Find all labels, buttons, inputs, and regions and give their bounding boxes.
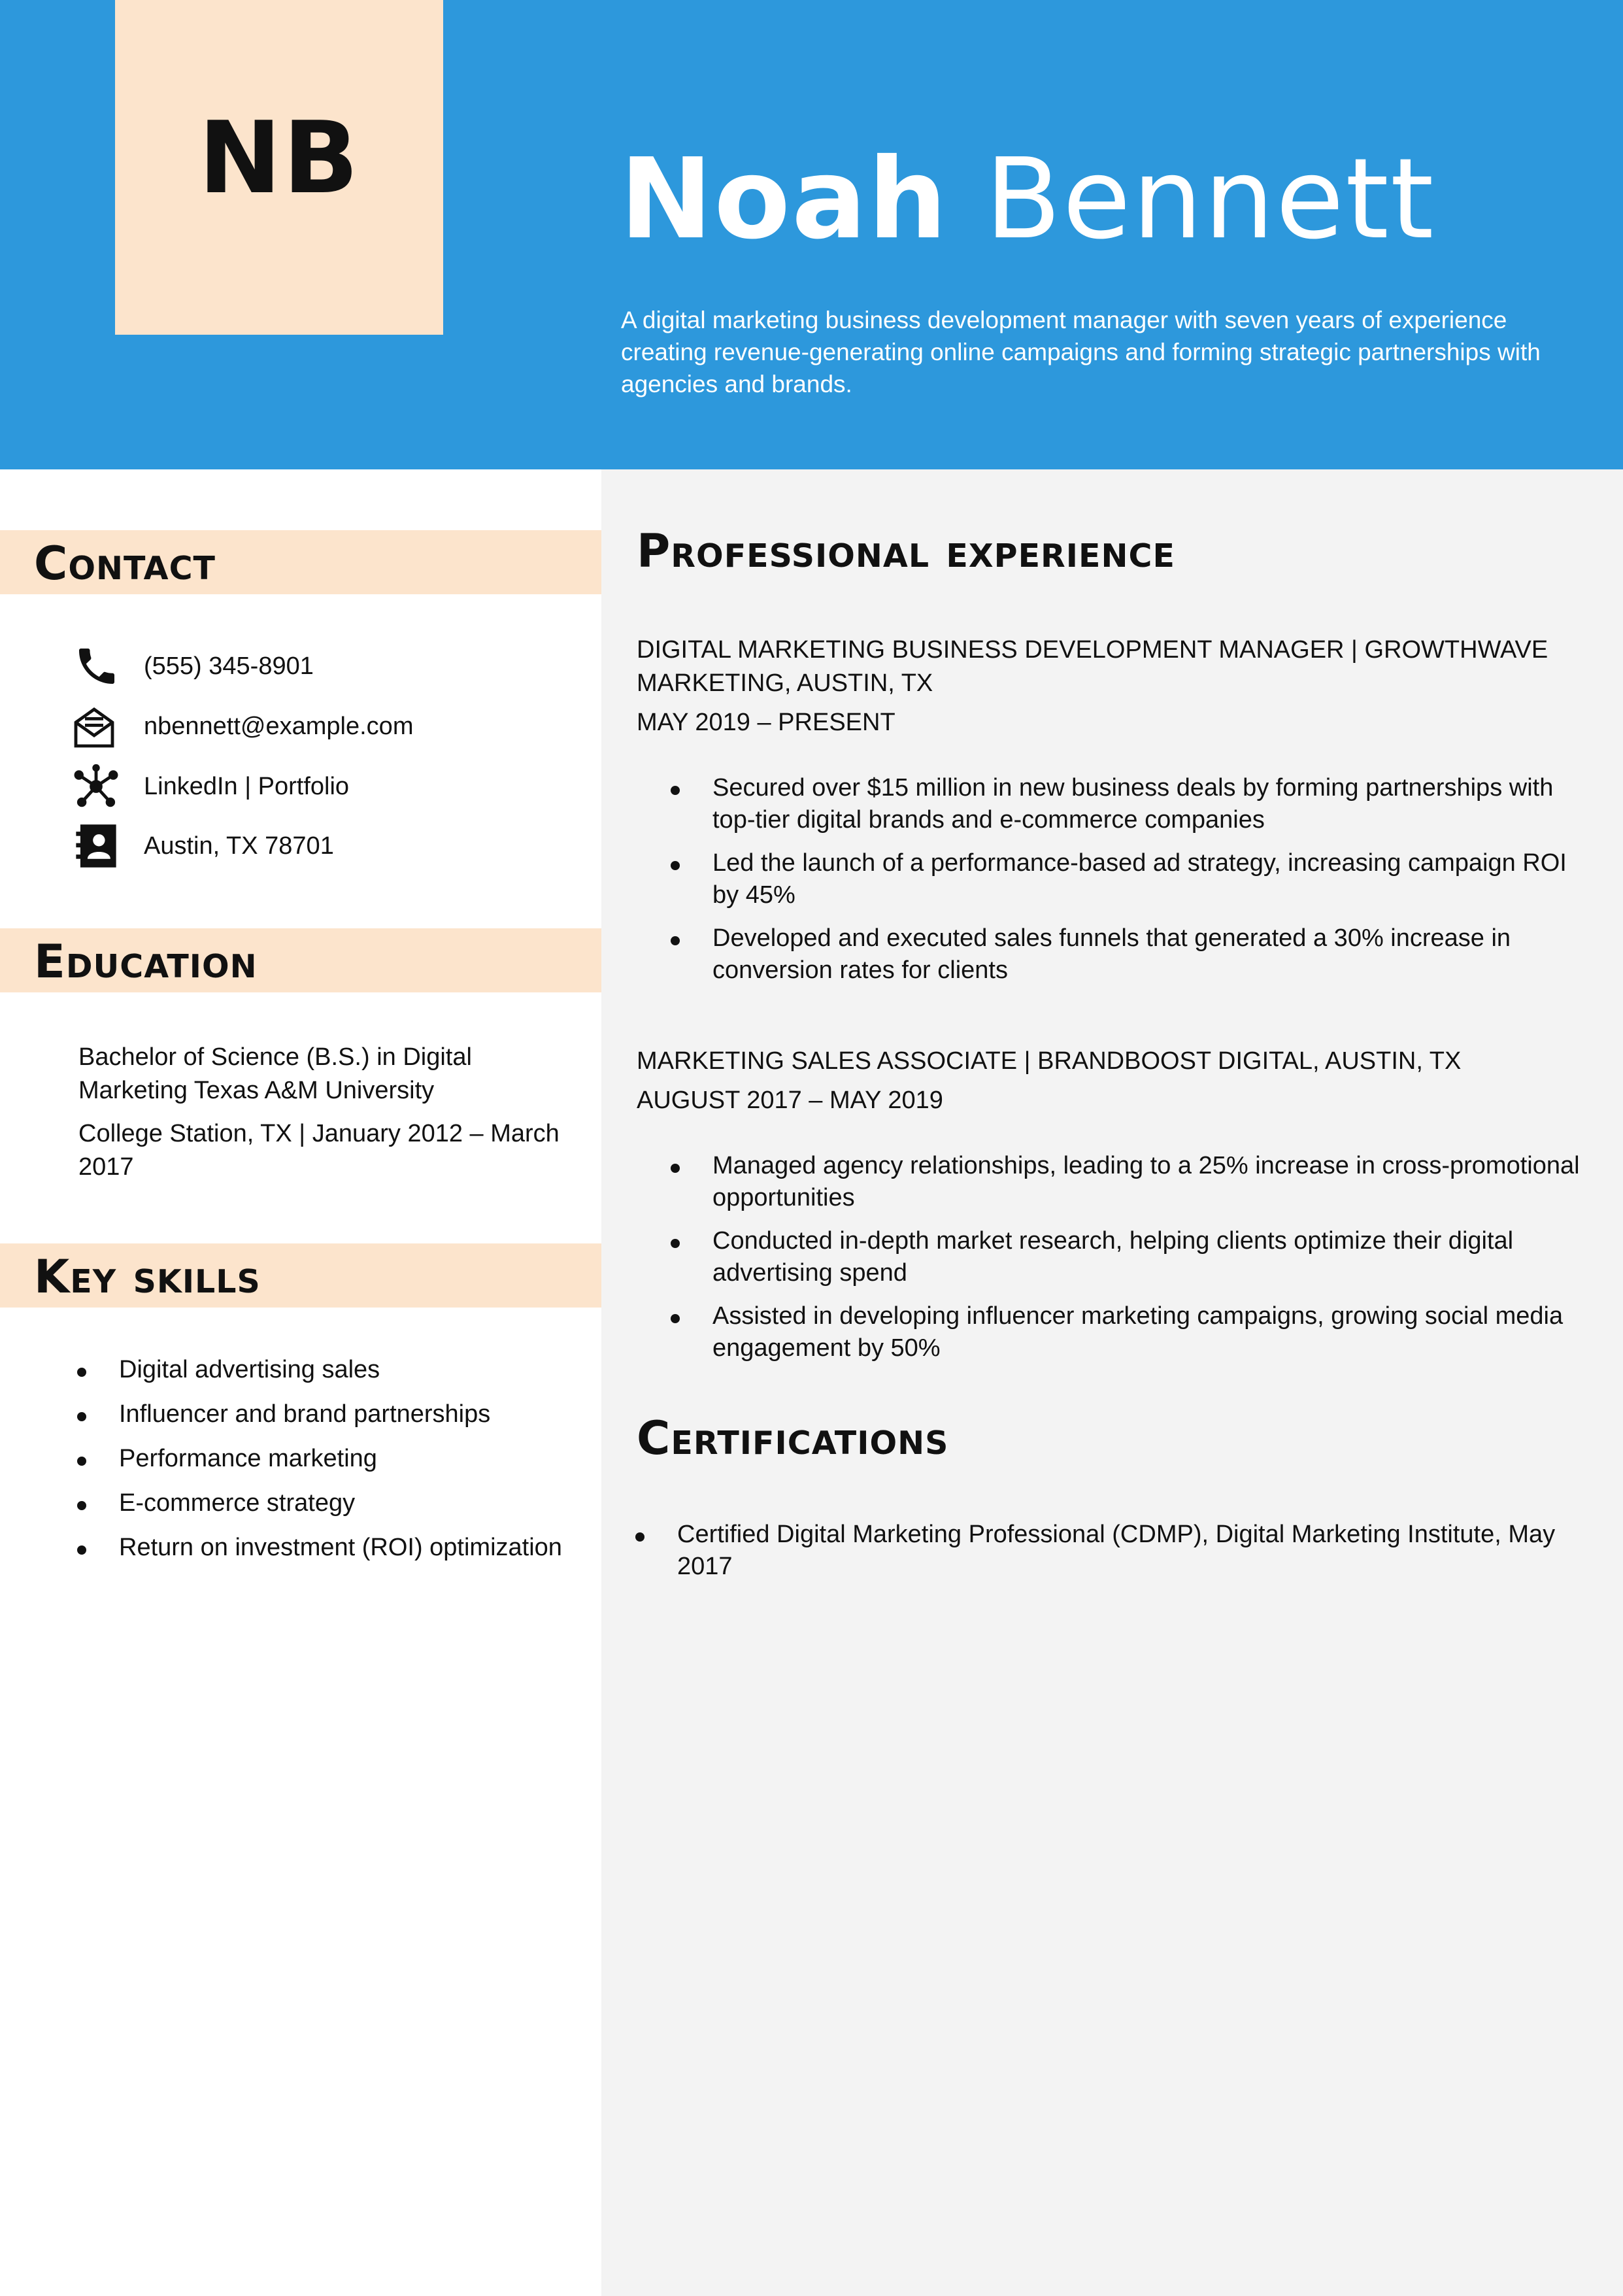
contact-location-row [73, 822, 334, 869]
list-item: Influencer and brand partnerships [72, 1398, 588, 1431]
contact-card-icon [73, 822, 123, 869]
profile-summary: A digital marketing business development manager with seven years of experience creating revenue-generating online campaigns and forming strategic partnerships with agencies and brands. [621, 307, 1541, 397]
job-bullets [668, 772, 1583, 998]
list-item: Assisted in developing influencer marketing campaigns, growing social media engagement by 50% [668, 1300, 1583, 1364]
phone-icon [73, 643, 123, 690]
education-degree: Bachelor of Science (B.S.) in Digital Marketing Texas A&M University [78, 1043, 472, 1104]
monogram-initials: NB [198, 99, 360, 216]
education-heading: Education [34, 935, 258, 988]
certifications-heading: Certifications [637, 1411, 949, 1465]
contact-heading: Contact [34, 537, 216, 590]
network-icon [73, 763, 123, 810]
list-item: Conducted in-depth market research, helping clients optimize their digital advertising spend [668, 1225, 1583, 1289]
job-bullets [668, 1150, 1583, 1376]
education-details: College Station, TX | January 2012 – March 2017 [78, 1120, 560, 1181]
job-dates: MAY 2019 – PRESENT [637, 709, 895, 736]
phone-number[interactable]: (555) 345-8901 [144, 652, 314, 680]
list-item: Led the launch of a performance-based ad strategy, increasing campaign ROI by 45% [668, 847, 1583, 911]
email-icon [73, 703, 123, 750]
location: Austin, TX 78701 [144, 832, 334, 860]
list-item: Digital advertising sales [72, 1353, 588, 1387]
profile-links[interactable]: LinkedIn | Portfolio [144, 772, 350, 800]
list-item: Developed and executed sales funnels that generated a 30% increase in conversion rates for clients [668, 922, 1583, 987]
skills-heading: Key skills [34, 1250, 261, 1304]
list-item: E-commerce strategy [72, 1487, 588, 1520]
experience-heading: Professional experience [637, 524, 1175, 578]
monogram-box [115, 0, 443, 335]
list-item: Managed agency relationships, leading to a 25% increase in cross-promotional opportunities [668, 1150, 1583, 1214]
skills-heading-bar [0, 1243, 601, 1308]
contact-email-row [73, 703, 413, 750]
contact-links-row [73, 763, 349, 810]
first-name: Noah [620, 135, 948, 264]
header-banner [0, 0, 1623, 469]
list-item: Secured over $15 million in new business deals by forming partnerships with top-tier digital brands and e-commerce companies [668, 772, 1583, 836]
job-title: MARKETING SALES ASSOCIATE | BRANDBOOST DIGITAL, AUSTIN, TX [637, 1047, 1462, 1075]
email-address[interactable]: nbennett@example.com [144, 712, 414, 740]
list-item: Return on investment (ROI) optimization [72, 1531, 588, 1564]
list-item: Performance marketing [72, 1442, 588, 1476]
main-column-background [601, 469, 1623, 2296]
certifications-list [633, 1519, 1574, 1594]
education-heading-bar [0, 928, 601, 992]
candidate-name [620, 131, 1435, 268]
skills-list [72, 1353, 588, 1576]
contact-heading-bar [0, 530, 601, 594]
job-title: DIGITAL MARKETING BUSINESS DEVELOPMENT MANAGER | GROWTHWAVE MARKETING, AUSTIN, TX [637, 636, 1548, 697]
last-name: Bennett [984, 135, 1435, 264]
list-item: Certified Digital Marketing Professional (CDMP), Digital Marketing Institute, May 2017 [633, 1519, 1574, 1583]
job-dates: AUGUST 2017 – MAY 2019 [637, 1087, 943, 1114]
contact-phone-row [73, 643, 314, 690]
